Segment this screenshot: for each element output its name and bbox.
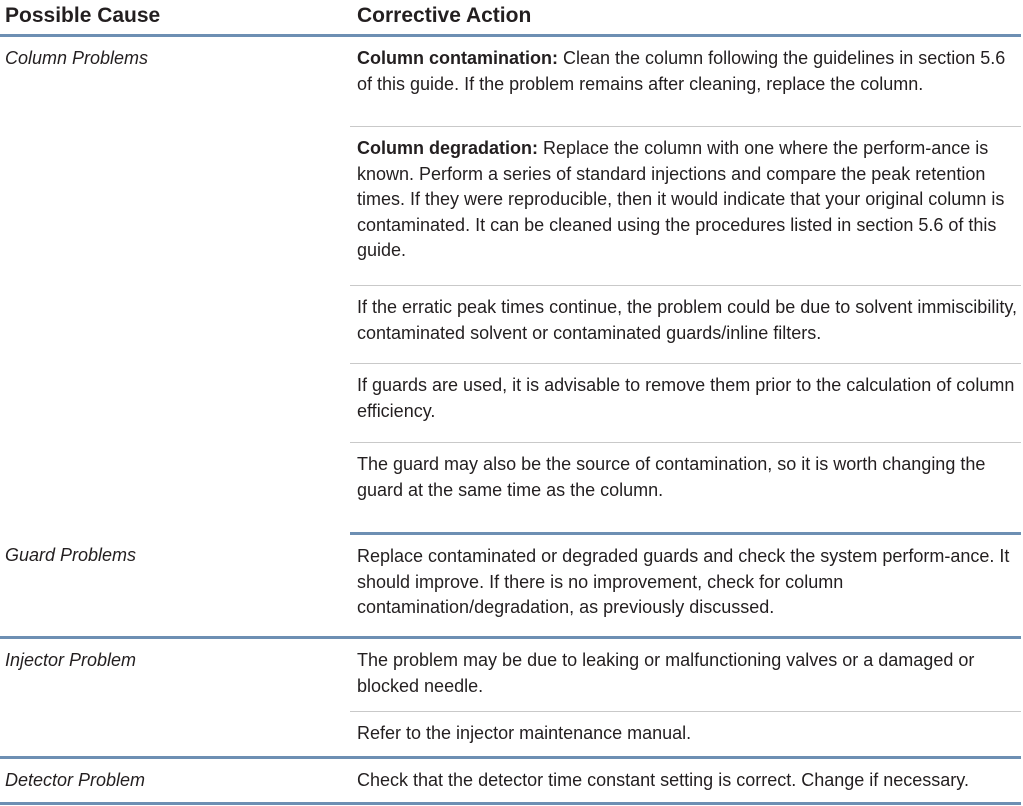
action-guard-contamination: The guard may also be the source of contamination, so it is worth changing the guard at the same time as the column. [350, 443, 1021, 534]
corrective-action-header: Corrective Action [357, 4, 532, 27]
table-row [0, 638, 1021, 712]
action-leaking-valves: The problem may be due to leaking or malfunctioning valves or a damaged or blocked needle. [350, 638, 1021, 712]
table-row [0, 758, 1021, 804]
action-erratic-peak-times: If the erratic peak times continue, the problem could be due to solvent immiscibility, contaminated solvent or contaminated guards/inline filters. [350, 286, 1021, 364]
cause-guard-problems: Guard Problems [0, 534, 350, 638]
table-header-row [0, 0, 1021, 36]
table-row [0, 534, 1021, 638]
action-text: Replace the column with one where the perform-ance is known. Perform a series of standard injections and compare the peak retention times. If they were reproducible, then it would indicate that your original column is contaminated. It can be cleaned using the procedures listed in section 5.6 of this guide. [357, 138, 1005, 260]
cause-detector-problem: Detector Problem [0, 758, 350, 804]
possible-cause-header: Possible Cause [5, 4, 161, 27]
action-remove-guards: If guards are used, it is advisable to remove them prior to the calculation of column efficiency. [350, 364, 1021, 443]
action-lead: Column contamination: [357, 48, 558, 68]
cause-injector-problem: Injector Problem [0, 638, 350, 758]
action-injector-manual: Refer to the injector maintenance manual. [350, 712, 1021, 758]
table-row [0, 36, 1021, 127]
action-column-contamination [350, 36, 1021, 127]
action-lead: Column degradation: [357, 138, 538, 158]
action-detector-time-constant: Check that the detector time constant setting is correct. Change if necessary. [350, 758, 1021, 804]
cause-column-problems: Column Problems [5, 48, 149, 68]
action-replace-guards: Replace contaminated or degraded guards and check the system perform-ance. It should improve. If there is no improvement, check for column contamination/degradation, as previously discussed. [350, 534, 1021, 638]
action-text: Clean the column following the guidelines in section 5.6 of this guide. If the problem remains after cleaning, replace the column. [357, 48, 1006, 94]
action-column-degradation [350, 127, 1021, 286]
